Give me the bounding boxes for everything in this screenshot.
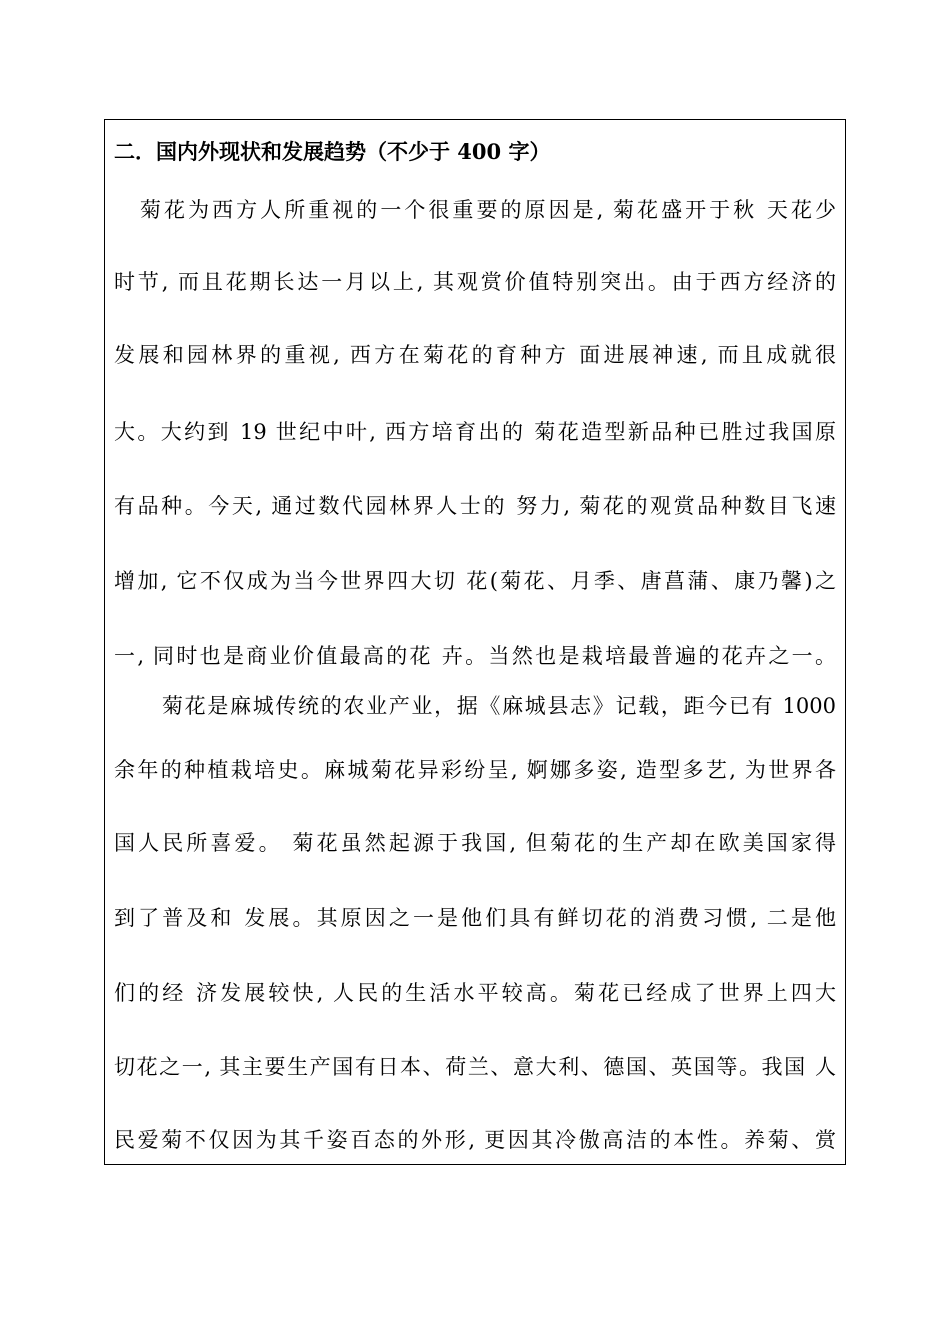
paragraph-2-line: 国人民所喜爱。 菊花虽然起源于我国, 但菊花的生产却在欧美国家得 [114,831,836,855]
paragraph-1-line: 时节, 而且花期长达一月以上, 其观赏价值特别突出。由于西方经济的 [114,270,836,294]
paragraph-1-line: 有品种。今天, 通过数代园林界人士的 努力, 菊花的观赏品种数目飞速 [114,494,836,518]
paragraph-2-line: 菊花是麻城传统的农业产业，据《麻城县志》记载，距今已有 1000 [162,694,836,718]
paragraph-1-line: 大。大约到 19 世纪中叶, 西方培育出的 菊花造型新品种已胜过我国原 [114,420,836,444]
paragraph-2-line: 余年的种植栽培史。麻城菊花异彩纷呈, 婀娜多姿, 造型多艺, 为世界各 [114,758,836,782]
section-heading: 二．国内外现状和发展趋势（不少于 400 字） [114,139,551,164]
paragraph-2-line: 民爱菊不仅因为其千姿百态的外形, 更因其冷傲高洁的本性。养菊、赏 [114,1128,836,1152]
paragraph-2-line: 切花之一, 其主要生产国有日本、荷兰、意大利、德国、英国等。我国 人 [114,1055,836,1079]
paragraph-2-line: 们的经 济发展较快, 人民的生活水平较高。菊花已经成了世界上四大 [114,981,836,1005]
paragraph-1-line: 菊花为西方人所重视的一个很重要的原因是, 菊花盛开于秋 天花少 [140,198,836,222]
paragraph-2-line: 到了普及和 发展。其原因之一是他们具有鲜切花的消费习惯, 二是他 [114,906,836,930]
paragraph-1-line: 增加, 它不仅成为当今世界四大切 花(菊花、月季、唐菖蒲、康乃馨)之 [114,569,836,593]
paragraph-1-line: 一, 同时也是商业价值最高的花 卉。当然也是栽培最普遍的花卉之一。 [114,644,836,668]
paragraph-1-line: 发展和园林界的重视, 西方在菊花的育种方 面进展神速, 而且成就很 [114,343,836,367]
